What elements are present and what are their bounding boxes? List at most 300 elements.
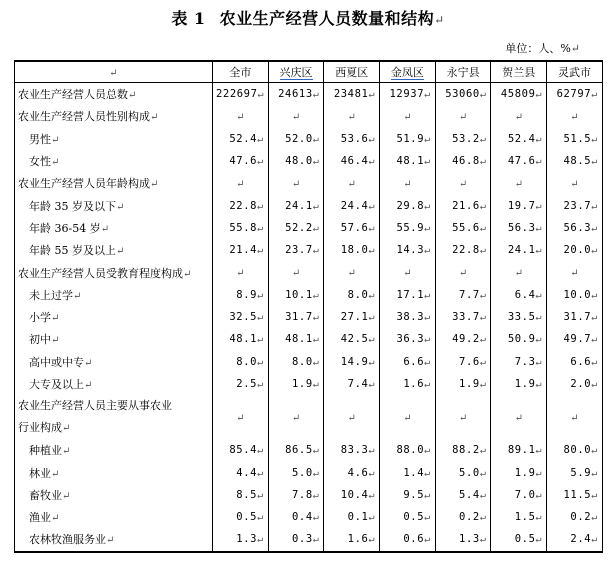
cell-value: 5.9 [570, 466, 592, 479]
cell-value: 23481 [333, 88, 369, 101]
value-cell [435, 150, 491, 172]
paragraph-mark-icon: ↵ [150, 112, 159, 124]
row-label-cell [15, 83, 213, 106]
value-cell [491, 461, 547, 483]
paragraph-mark-icon: ↵ [591, 222, 598, 234]
value-cell [491, 284, 547, 306]
cell-value: 6.6 [403, 355, 425, 368]
row-label-cell [15, 461, 213, 483]
value-cell [491, 194, 547, 216]
empty-cell [491, 395, 547, 439]
value-cell [435, 83, 491, 106]
empty-cell [435, 261, 491, 283]
table-row [15, 439, 603, 461]
value-cell [380, 83, 436, 106]
value-cell [491, 83, 547, 106]
value-cell [380, 528, 436, 551]
paragraph-mark-icon: ↵ [424, 356, 431, 368]
paragraph-mark-icon: ↵ [424, 489, 431, 501]
paragraph-mark-icon: ↵ [62, 423, 71, 435]
paragraph-mark-icon: ↵ [312, 445, 320, 457]
value-cell [324, 351, 380, 373]
paragraph-mark-icon: ↵ [257, 222, 264, 234]
row-label: 男性 [29, 132, 51, 146]
paragraph-mark-icon: ↵ [403, 178, 412, 190]
paragraph-mark-icon: ↵ [312, 245, 320, 257]
table-title [0, 6, 616, 29]
row-label-cell [15, 105, 213, 127]
paragraph-mark-icon: ↵ [62, 446, 71, 458]
paragraph-mark-icon: ↵ [591, 89, 598, 101]
paragraph-mark-icon: ↵ [257, 133, 264, 145]
paragraph-mark-icon: ↵ [347, 412, 356, 424]
paragraph-mark-icon: ↵ [591, 289, 598, 301]
cell-value: 1.9 [514, 378, 536, 390]
paragraph-mark-icon: ↵ [116, 201, 125, 213]
empty-cell [324, 261, 380, 283]
value-cell [213, 461, 269, 483]
paragraph-mark-icon: ↵ [479, 512, 487, 524]
paragraph-mark-icon: ↵ [479, 245, 487, 257]
paragraph-mark-icon: ↵ [424, 200, 431, 212]
value-cell [324, 150, 380, 172]
value-cell [435, 217, 491, 239]
paragraph-mark-icon: ↵ [257, 467, 264, 479]
paragraph-mark-icon: ↵ [257, 445, 264, 457]
paragraph-mark-icon: ↵ [535, 245, 543, 257]
paragraph-mark-icon: ↵ [535, 289, 543, 301]
value-cell [380, 328, 436, 350]
paragraph-mark-icon: ↵ [570, 178, 579, 190]
table-row [15, 83, 603, 106]
value-cell [268, 217, 324, 239]
empty-cell [547, 395, 603, 439]
paragraph-mark-icon: ↵ [347, 268, 356, 280]
column-header [547, 61, 603, 83]
paragraph-mark-icon: ↵ [51, 513, 60, 525]
value-cell [268, 461, 324, 483]
cell-value: 52.2 [285, 221, 313, 234]
value-cell [380, 194, 436, 216]
paragraph-mark-icon: ↵ [257, 356, 264, 368]
paragraph-mark-icon: ↵ [570, 111, 579, 123]
cell-value: 8.0 [236, 355, 258, 368]
cell-value: 8.5 [236, 488, 258, 501]
paragraph-mark-icon: ↵ [514, 412, 523, 424]
value-cell [547, 461, 603, 483]
row-label-cell [15, 439, 213, 461]
cell-value: 0.1 [347, 511, 369, 524]
row-label-cell [15, 128, 213, 150]
cell-value: 10.4 [340, 488, 369, 501]
paragraph-mark-icon: ↵ [368, 379, 376, 390]
unit-note [505, 40, 580, 56]
value-cell [547, 439, 603, 461]
paragraph-mark-icon: ↵ [347, 178, 356, 190]
paragraph-mark-icon: ↵ [535, 512, 543, 524]
value-cell [268, 373, 324, 395]
paragraph-mark-icon: ↵ [368, 312, 376, 324]
row-label: 农业生产经营人员总数 [18, 88, 128, 102]
value-cell [547, 328, 603, 350]
value-cell [213, 128, 269, 150]
paragraph-mark-icon: ↵ [128, 90, 137, 102]
value-cell [435, 194, 491, 216]
value-cell [435, 439, 491, 461]
cell-value: 55.9 [396, 221, 425, 234]
paragraph-mark-icon: ↵ [291, 412, 301, 424]
column-header-label: 灵武市 [557, 66, 591, 79]
paragraph-mark-icon: ↵ [535, 356, 543, 368]
paragraph-mark-icon: ↵ [535, 133, 543, 145]
paragraph-mark-icon: ↵ [312, 312, 320, 324]
paragraph-mark-icon: ↵ [312, 534, 320, 546]
row-label-cell [15, 528, 213, 551]
paragraph-mark-icon: ↵ [458, 268, 468, 280]
paragraph-mark-icon: ↵ [458, 111, 468, 123]
table-row [15, 284, 603, 306]
row-label: 小学 [29, 311, 51, 325]
paragraph-mark-icon: ↵ [535, 489, 543, 501]
paragraph-mark-icon: ↵ [403, 111, 412, 123]
cell-value: 7.7 [459, 288, 480, 301]
value-cell [547, 528, 603, 551]
row-label: 农业生产经营人员受教育程度构成 [18, 266, 183, 280]
value-cell [547, 506, 603, 528]
paragraph-mark-icon: ↵ [257, 379, 264, 390]
empty-cell [547, 172, 603, 194]
empty-cell [435, 395, 491, 439]
cell-value: 2.4 [570, 533, 592, 546]
cell-value: 8.9 [236, 288, 258, 301]
paragraph-mark-icon: ↵ [591, 445, 598, 457]
value-cell [435, 284, 491, 306]
value-cell [268, 351, 324, 373]
value-cell [547, 373, 603, 395]
cell-value: 50.9 [507, 333, 536, 346]
paragraph-mark-icon: ↵ [591, 379, 598, 390]
paragraph-mark-icon: ↵ [479, 356, 487, 368]
paragraph-mark-icon: ↵ [312, 156, 320, 168]
paragraph-mark-icon: ↵ [257, 289, 264, 301]
value-cell [324, 239, 380, 261]
paragraph-mark-icon: ↵ [535, 534, 543, 546]
table-title-text: 农业生产经营人员数量和结构 [219, 9, 435, 28]
paragraph-mark-icon: ↵ [479, 222, 487, 234]
table-row [15, 484, 603, 506]
paragraph-mark-icon: ↵ [257, 489, 264, 501]
cell-value: 36.3 [396, 333, 425, 346]
row-label-cell [15, 306, 213, 328]
paragraph-mark-icon: ↵ [535, 156, 543, 168]
value-cell [491, 128, 547, 150]
value-cell [268, 128, 324, 150]
table-header-row [15, 61, 603, 83]
empty-cell [213, 105, 269, 127]
cell-value: 14.3 [396, 244, 425, 257]
value-cell [380, 373, 436, 395]
cell-value: 18.0 [340, 244, 369, 257]
row-label: 畜牧业 [29, 488, 62, 502]
paragraph-mark-icon: ↵ [368, 89, 376, 101]
value-cell [435, 506, 491, 528]
cell-value: 4.6 [347, 466, 369, 479]
paragraph-mark-icon: ↵ [535, 200, 543, 212]
cell-value: 42.5 [340, 333, 369, 346]
value-cell [491, 150, 547, 172]
paragraph-mark-icon: ↵ [479, 489, 487, 501]
value-cell [547, 239, 603, 261]
column-header-label: 兴庆区 [279, 66, 313, 79]
paragraph-mark-icon: ↵ [479, 445, 487, 457]
table-row [15, 306, 603, 328]
cell-value: 2.0 [570, 378, 592, 390]
value-cell [268, 506, 324, 528]
cell-value: 55.8 [229, 221, 258, 234]
paragraph-mark-icon: ↵ [312, 356, 320, 368]
value-cell [380, 306, 436, 328]
cell-value: 1.3 [236, 533, 258, 546]
table-row [15, 172, 603, 194]
cell-value: 51.9 [396, 132, 425, 145]
cell-value: 48.5 [563, 155, 592, 168]
value-cell [435, 306, 491, 328]
value-cell [380, 239, 436, 261]
value-cell [213, 83, 269, 106]
value-cell [435, 239, 491, 261]
value-cell [213, 351, 269, 373]
paragraph-mark-icon: ↵ [424, 245, 431, 257]
table-body [15, 61, 603, 552]
data-table [14, 60, 603, 553]
cell-value: 0.6 [403, 533, 425, 546]
empty-cell [213, 395, 269, 439]
table-row [15, 528, 603, 551]
paragraph-mark-icon: ↵ [570, 42, 580, 55]
paragraph-mark-icon: ↵ [347, 111, 356, 123]
value-cell [268, 439, 324, 461]
value-cell [268, 328, 324, 350]
paragraph-mark-icon: ↵ [312, 467, 320, 479]
value-cell [213, 484, 269, 506]
cell-value: 8.0 [291, 355, 313, 368]
cell-value: 33.7 [452, 311, 480, 324]
cell-value: 10.0 [563, 288, 592, 301]
paragraph-mark-icon: ↵ [368, 222, 376, 234]
cell-value: 0.3 [291, 533, 313, 546]
paragraph-mark-icon: ↵ [479, 534, 487, 546]
paragraph-mark-icon: ↵ [424, 133, 431, 145]
empty-cell [435, 105, 491, 127]
cell-value: 222697 [216, 88, 258, 101]
column-header-label: 金凤区 [390, 66, 424, 79]
cell-value: 11.5 [563, 488, 592, 501]
paragraph-mark-icon: ↵ [312, 133, 320, 145]
paragraph-mark-icon: ↵ [257, 334, 264, 346]
cell-value: 31.7 [563, 311, 592, 324]
paragraph-mark-icon: ↵ [236, 111, 245, 123]
paragraph-mark-icon: ↵ [424, 445, 431, 457]
paragraph-mark-icon: ↵ [51, 313, 60, 325]
cell-value: 24.1 [285, 199, 313, 212]
paragraph-mark-icon: ↵ [479, 312, 487, 324]
value-cell [324, 506, 380, 528]
cell-value: 7.4 [347, 378, 369, 390]
value-cell [213, 528, 269, 551]
row-label: 未上过学 [29, 288, 73, 302]
value-cell [380, 217, 436, 239]
row-label-cell [15, 150, 213, 172]
cell-value: 19.7 [507, 199, 536, 212]
cell-value: 0.5 [514, 533, 536, 546]
paragraph-mark-icon: ↵ [591, 133, 598, 145]
value-cell [213, 150, 269, 172]
cell-value: 7.0 [514, 488, 536, 501]
value-cell [491, 239, 547, 261]
paragraph-mark-icon: ↵ [424, 512, 431, 524]
paragraph-mark-icon: ↵ [257, 512, 264, 524]
value-cell [213, 328, 269, 350]
table-row [15, 351, 603, 373]
paragraph-mark-icon: ↵ [368, 489, 376, 501]
column-header [380, 61, 436, 83]
row-label: 农业生产经营人员性别构成 [18, 110, 150, 124]
value-cell [213, 439, 269, 461]
paragraph-mark-icon: ↵ [591, 245, 598, 257]
row-label-cell [15, 351, 213, 373]
paragraph-mark-icon: ↵ [183, 268, 192, 280]
value-cell [491, 528, 547, 551]
paragraph-mark-icon: ↵ [424, 312, 431, 324]
paragraph-mark-icon: ↵ [312, 489, 320, 501]
table-row [15, 328, 603, 350]
cell-value: 48.0 [285, 155, 313, 168]
paragraph-mark-icon: ↵ [514, 111, 523, 123]
paragraph-mark-icon: ↵ [116, 246, 125, 258]
cell-value: 83.3 [340, 444, 369, 457]
paragraph-mark-icon: ↵ [368, 334, 376, 346]
paragraph-mark-icon: ↵ [424, 334, 431, 346]
value-cell [268, 484, 324, 506]
empty-cell [324, 105, 380, 127]
cell-value: 1.6 [347, 533, 369, 546]
value-cell [380, 351, 436, 373]
cell-value: 57.6 [340, 221, 369, 234]
table-row [15, 239, 603, 261]
paragraph-mark-icon: ↵ [51, 134, 60, 146]
column-header [435, 61, 491, 83]
value-cell [547, 484, 603, 506]
paragraph-mark-icon: ↵ [368, 289, 376, 301]
row-label-cell [15, 172, 213, 194]
value-cell [213, 194, 269, 216]
value-cell [324, 528, 380, 551]
paragraph-mark-icon: ↵ [84, 357, 93, 369]
table-row [15, 373, 603, 395]
row-label-cell [15, 328, 213, 350]
cell-value: 0.5 [403, 511, 425, 524]
paragraph-mark-icon: ↵ [312, 379, 320, 390]
paragraph-mark-icon: ↵ [514, 268, 523, 280]
value-cell [324, 217, 380, 239]
paragraph-mark-icon: ↵ [368, 156, 376, 168]
paragraph-mark-icon: ↵ [51, 335, 60, 347]
cell-value: 27.1 [340, 311, 369, 324]
paragraph-mark-icon: ↵ [368, 133, 376, 145]
cell-value: 14.9 [340, 355, 369, 368]
cell-value: 22.8 [229, 199, 258, 212]
row-label: 林业 [29, 466, 51, 480]
value-cell [491, 351, 547, 373]
paragraph-mark-icon: ↵ [591, 200, 598, 212]
value-cell [324, 439, 380, 461]
empty-cell [380, 395, 436, 439]
value-cell [268, 83, 324, 106]
empty-cell [268, 395, 324, 439]
empty-cell [491, 105, 547, 127]
cell-value: 1.5 [514, 511, 536, 524]
value-cell [435, 351, 491, 373]
cell-value: 7.6 [459, 355, 480, 368]
value-cell [547, 128, 603, 150]
cell-value: 53060 [445, 88, 480, 101]
row-label-cell [15, 484, 213, 506]
row-label-cell [15, 506, 213, 528]
paragraph-mark-icon: ↵ [368, 512, 376, 524]
paragraph-mark-icon: ↵ [479, 379, 487, 390]
column-header [491, 61, 547, 83]
paragraph-mark-icon: ↵ [514, 178, 523, 190]
value-cell [547, 284, 603, 306]
cell-value: 88.0 [396, 444, 425, 457]
value-cell [547, 217, 603, 239]
paragraph-mark-icon: ↵ [236, 268, 245, 280]
cell-value: 2.5 [236, 378, 258, 390]
paragraph-mark-icon: ↵ [51, 468, 60, 480]
empty-cell [213, 261, 269, 283]
empty-cell [380, 261, 436, 283]
cell-value: 46.4 [340, 155, 369, 168]
cell-value: 46.8 [452, 155, 480, 168]
row-label: 女性 [29, 155, 51, 169]
column-header-label: 西夏区 [335, 66, 369, 79]
paragraph-mark-icon: ↵ [291, 268, 301, 280]
table-row [15, 506, 603, 528]
value-cell [324, 83, 380, 106]
paragraph-mark-icon: ↵ [368, 356, 376, 368]
row-label: 大专及以上 [29, 378, 84, 391]
cell-value: 6.6 [570, 355, 592, 368]
paragraph-mark-icon: ↵ [591, 312, 598, 324]
paragraph-mark-icon: ↵ [312, 512, 320, 524]
value-cell [547, 194, 603, 216]
empty-cell [324, 172, 380, 194]
cell-value: 0.5 [236, 511, 258, 524]
paragraph-mark-icon: ↵ [424, 156, 431, 168]
paragraph-mark-icon: ↵ [591, 334, 598, 346]
paragraph-mark-icon: ↵ [368, 534, 376, 546]
cell-value: 0.4 [291, 511, 313, 524]
value-cell [435, 128, 491, 150]
paragraph-mark-icon: ↵ [257, 312, 264, 324]
paragraph-mark-icon: ↵ [424, 289, 431, 301]
cell-value: 38.3 [396, 311, 425, 324]
paragraph-mark-icon: ↵ [535, 222, 543, 234]
empty-cell [435, 172, 491, 194]
value-cell [491, 306, 547, 328]
value-cell [491, 217, 547, 239]
value-cell [380, 150, 436, 172]
